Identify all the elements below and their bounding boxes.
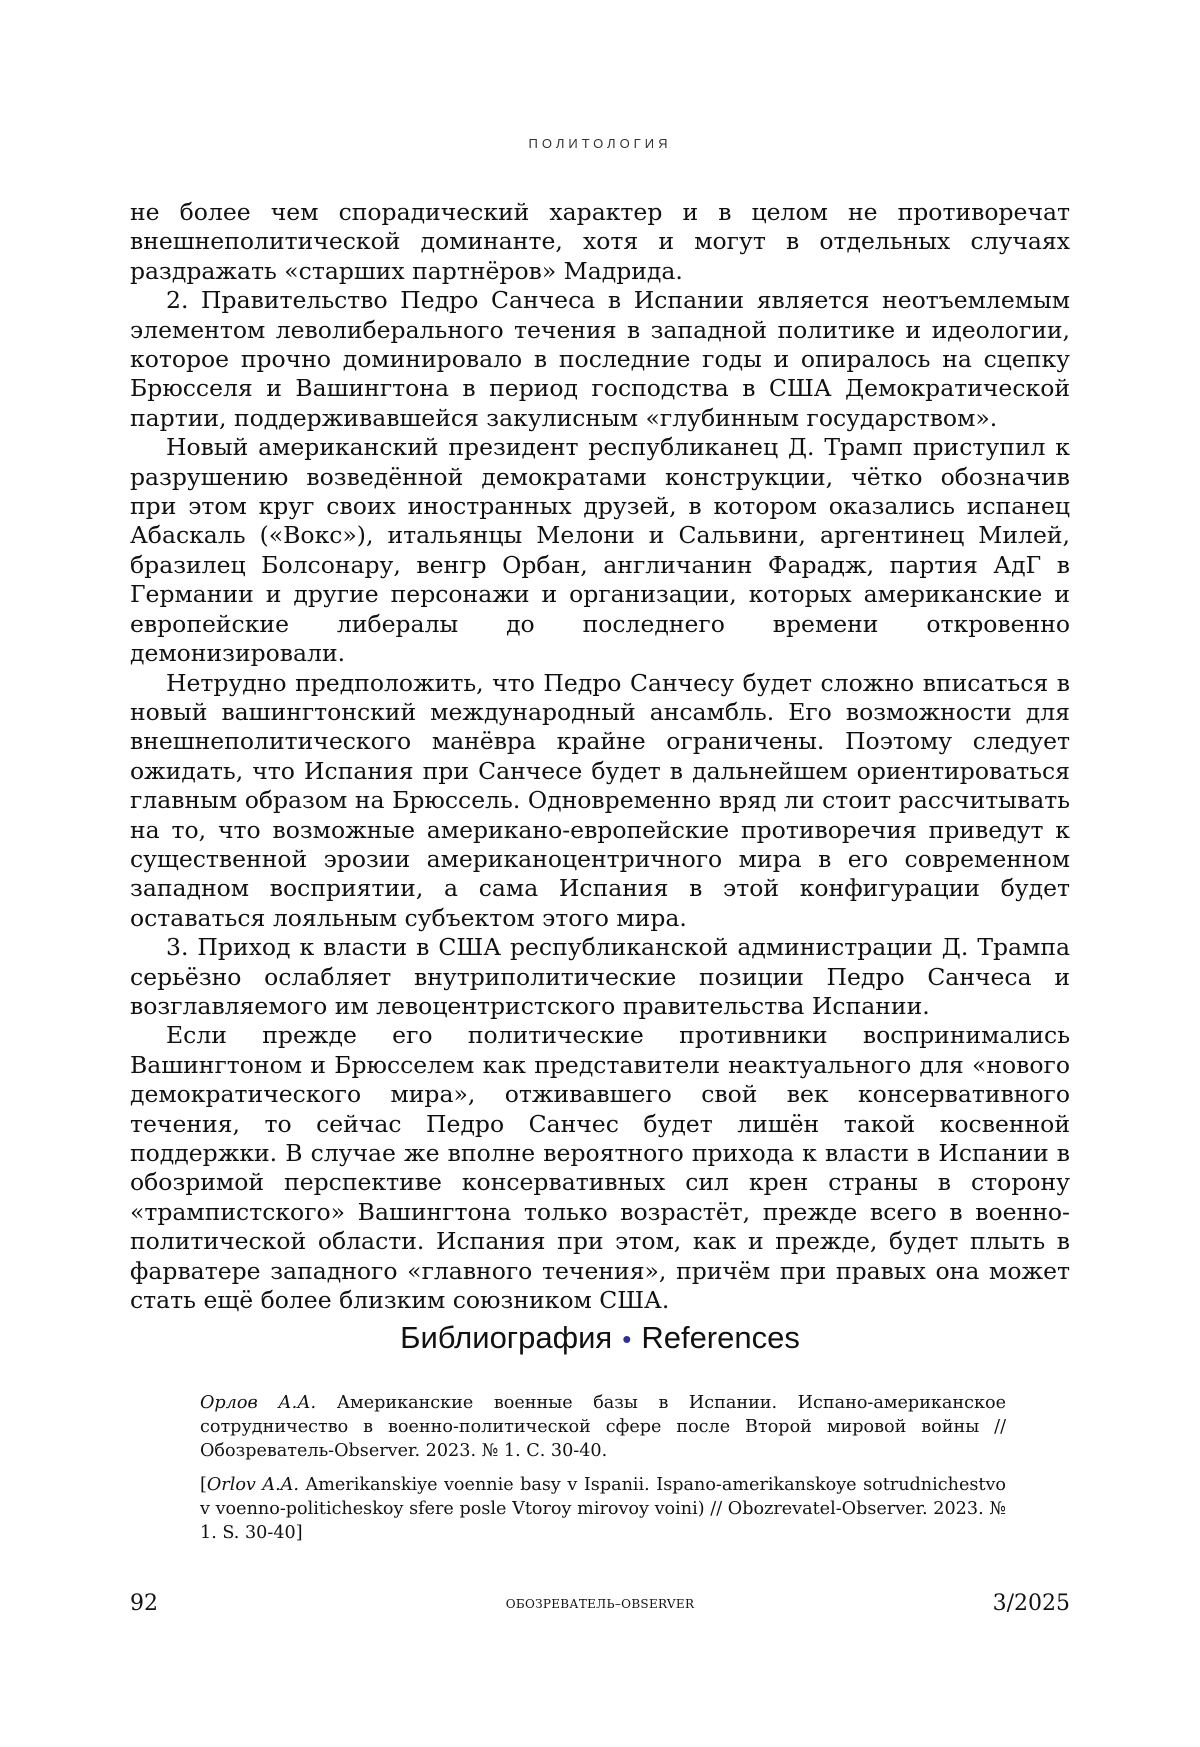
references-list (200, 1391, 1006, 1555)
issue-number: 3/2025 (993, 1591, 1070, 1616)
page-number: 92 (130, 1591, 158, 1616)
reference-item (200, 1391, 1006, 1463)
references-title-en: References (641, 1320, 800, 1355)
body-paragraph: Если прежде его политические противники воспринимались Вашингтоном и Брюсселем как представители неактуального для «нового демократического мира», отживавшего свой век консервативного течения, то сейчас Педро Санчес будет лишён такой косвенной поддержки. В случае же вполне вероятного прихода к власти в Испании в обозримой перспективе консервативных сил крен страны в сторону «трампистского» Вашингтона только возрастёт, прежде всего в военно-политической области. Испания при этом, как и прежде, будет плыть в фарватере западного «главного течения», причём при правых она может стать ещё более близким союзником США. (130, 1021, 1070, 1315)
body-paragraph: не более чем спорадический характер и в целом не противоречат внешнеполитической доминанте, хотя и могут в отдельных случаях раздражать «старших партнёров» Мадрида. (130, 198, 1070, 286)
body-paragraph: Новый американский президент республиканец Д. Трамп приступил к разрушению возведённой демократами конструкции, чётко обозначив при этом круг своих иностранных друзей, в котором оказались испанец Абаскаль («Вокс»), итальянцы Мелони и Сальвини, аргентинец Милей, бразилец Болсонару, венгр Орбан, англичанин Фарадж, партия АдГ в Германии и другие персонажи и организации, которых американские и европейские либералы до последнего времени откровенно демонизировали. (130, 433, 1070, 668)
bullet-separator: • (622, 1324, 631, 1354)
reference-author: Orlov A.A. (207, 1475, 299, 1495)
journal-name: ОБОЗРЕВАТЕЛЬ–OBSERVER (130, 1597, 1070, 1611)
body-paragraph: 3. Приход к власти в США республиканской администрации Д. Трампа серьёзно ослабляет внутриполитические позиции Педро Санчеса и возглавляемого им левоцентристского правительства Испании. (130, 933, 1070, 1021)
reference-text: Американские военные базы в Испании. Испано-американское сотрудничество в военно-политической сфере после Второй мировой войны // Обозреватель-Observer. 2023. № 1. С. 30-40. (200, 1393, 1006, 1461)
reference-author: Орлов А.А. (200, 1393, 316, 1413)
running-head-section: ПОЛИТОЛОГИЯ (0, 136, 1200, 151)
body-paragraph: 2. Правительство Педро Санчеса в Испании является неотъемлемым элементом леволиберального течения в западной политике и идеологии, которое прочно доминировало в последние годы и опиралось на сцепку Брюсселя и Вашингтона в период господства в США Демократической партии, поддерживавшейся закулисным «глубинным государством». (130, 286, 1070, 433)
page-footer (130, 1591, 1070, 1621)
references-title-ru: Библиография (400, 1320, 612, 1355)
references-heading (0, 1320, 1200, 1356)
reference-text: Amerikanskiye voennie basy v Ispanii. Ispano-amerikanskoye sotrudnichestvo v voenno-politicheskoy sfere posle Vtoroy mirovoy voini) // Obozrevatel-Observer. 2023. № 1. S. 30-40] (200, 1475, 1006, 1543)
body-paragraph: Нетрудно предположить, что Педро Санчесу будет сложно вписаться в новый вашингтонский международный ансамбль. Его возможности для внешнеполитического манёвра крайне ограничены. Поэтому следует ожидать, что Испания при Санчесе будет в дальнейшем ориентироваться главным образом на Брюссель. Одновременно вряд ли стоит рассчитывать на то, что возможные американо-европейские противоречия приведут к существенной эрозии американоцентричного мира в его современном западном восприятии, а сама Испания в этой конфигурации будет оставаться лояльным субъектом этого мира. (130, 669, 1070, 934)
bracket-open: [ (200, 1475, 207, 1495)
article-body (130, 198, 1070, 1315)
reference-item-transliteration (200, 1473, 1006, 1545)
